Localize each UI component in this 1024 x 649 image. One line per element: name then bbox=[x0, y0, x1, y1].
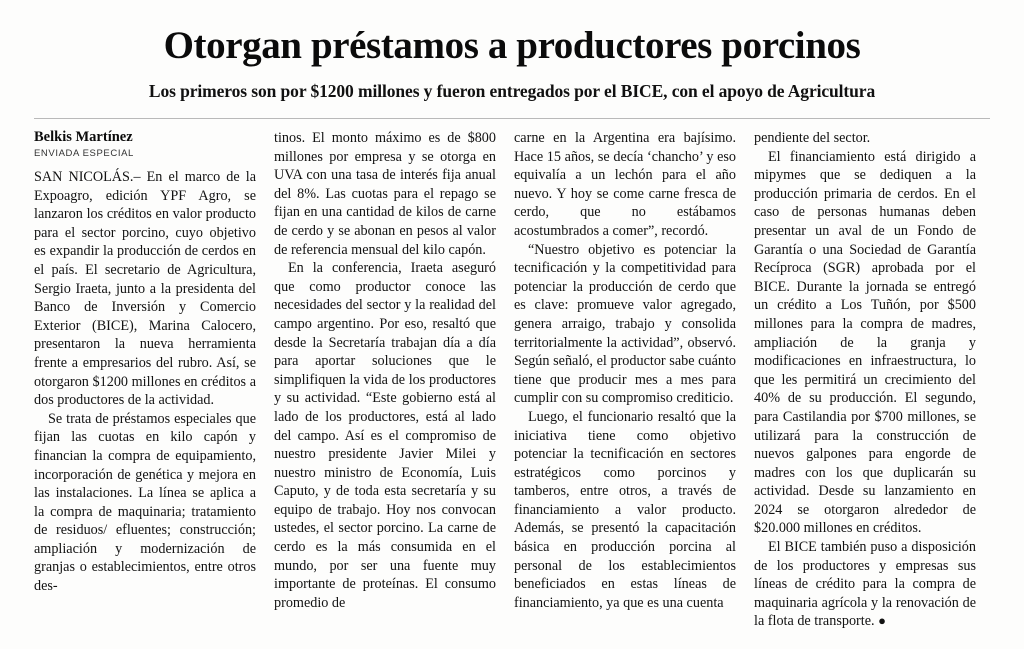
paragraph: Luego, el funcionario resaltó que la iniciativa tiene como objetivo potenciar la tecnificación en sectores estratégicos como porcinos y tamberos, entre otros, a través de financiamiento a valor producto. Además, se presentó la capacitación básica en producción porcina al personal de los establecimientos beneficiados en estas líneas de financiamiento, ya que es una cuenta bbox=[514, 408, 736, 611]
end-mark: ● bbox=[878, 613, 886, 629]
paragraph: Se trata de préstamos especiales que fijan las cuotas en kilo capón y financian la compra de equipamiento, incorporación de genética y mejora en las instalaciones. La línea se aplica a la compra de maquinaria; tratamiento de residuos/ efluentes; construcción; ampliación y modernización de granjas o establecimientos, entre otros des- bbox=[34, 410, 256, 595]
article-column-2 bbox=[274, 129, 496, 612]
paragraph: pendiente del sector. bbox=[754, 130, 871, 146]
article-subhead: Los primeros son por $1200 millones y fueron entregados por el BICE, con el apoyo de Agricultura bbox=[148, 81, 876, 101]
article-column-4 bbox=[754, 129, 976, 631]
paragraph: SAN NICOLÁS.– En el marco de la Expoagro, edición YPF Agro, se lanzaron los créditos en valor producto para el sector porcino, cuyo objetivo es expandir la producción de cerdos en el país. El secretario de Agricultura, Sergio Iraeta, junto a la presidenta del Banco de Inversión y Comercio Exterior (BICE), Marina Calocero, presentaron la nueva herramienta frente a empresarios del rubro. Así, se otorgaron $1200 millones en créditos a dos productores de la actividad. bbox=[34, 169, 256, 409]
paragraph-text: El BICE también puso a disposición de los productores y empresas sus líneas de crédito para la compra de maquinaria agrícola y la renovación de la flota de transporte. bbox=[754, 539, 976, 630]
paragraph: tinos. El monto máximo es de $800 millones por empresa y se otorga en UVA con una tasa de interés fija anual del 8%. Las cuotas para el repago se fijan en una cantidad de kilos de carne de cerdo y se abonan en pesos al valor de referencia mensual del kilo capón. bbox=[274, 130, 496, 258]
paragraph: El financiamiento está dirigido a mipymes que se dediquen a la producción primaria de cerdos. En el caso de personas humanas deben presentar un aval de un Fondo de Garantía o una Sociedad de Garantía Recíproca (SGR) aprobada por el BICE. Durante la jornada se entregó un crédito a Los Tuñón, por $500 millones para la compra de madres, ampliación de la granja y modificaciones en infraestructura, lo que les permitirá un crecimiento del 40% de su producción. El segundo, para Castilandia por $700 millones, se utilizará para la construcción de nuevos galpones para engorde de madres con los que duplicarán su actividad. Desde su lanzamiento en 2024 se otorgaron alrededor de $20.000 millones en créditos. bbox=[754, 148, 976, 537]
byline-role: ENVIADA ESPECIAL bbox=[34, 148, 134, 159]
paragraph: “Nuestro objetivo es potenciar la tecnificación y la competitividad para potenciar la producción de cerdo que es clave: promueve valor agregado, genera arraigo, trabajo y consolida territorialmente la actividad”, observó. Según señaló, el productor sabe cuánto tiene que producir mes a mes para cumplir con su compromiso crediticio. bbox=[514, 241, 736, 407]
page-title: Otorgan préstamos a productores porcinos bbox=[163, 24, 861, 67]
article-column-1 bbox=[34, 129, 256, 596]
divider bbox=[34, 118, 990, 119]
paragraph: En la conferencia, Iraeta aseguró que como productor conoce las necesidades del sector y la realidad del campo argentino. Por eso, resaltó que desde la Secretaría trabajan día a día para aportar soluciones que le simplifiquen la vida de los productores y su actividad. “Este gobierno está al lado de los productores, está al lado del campo. Así es el compromiso de nuestro presidente Javier Milei y nuestro ministro de Economía, Luis Caputo, y de toda esta secretaría y su equipo de trabajo. Hoy nos convocan ustedes, el sector porcino. La carne de cerdo es la más consumida en el mundo, por ser una fuente muy importante de proteínas. El consumo promedio de bbox=[274, 260, 496, 611]
article-columns bbox=[34, 129, 990, 631]
paragraph-last bbox=[754, 538, 976, 631]
paragraph: carne en la Argentina era bajísimo. Hace 15 años, se decía ‘chancho’ y eso equivalía a un lechón para el año nuevo. Y hoy se come carne fresca de cerdo, que no estábamos acostumbrados a comer”, recordó. bbox=[514, 130, 736, 239]
byline-author: Belkis Martínez bbox=[34, 129, 133, 145]
article-column-3 bbox=[514, 129, 736, 612]
